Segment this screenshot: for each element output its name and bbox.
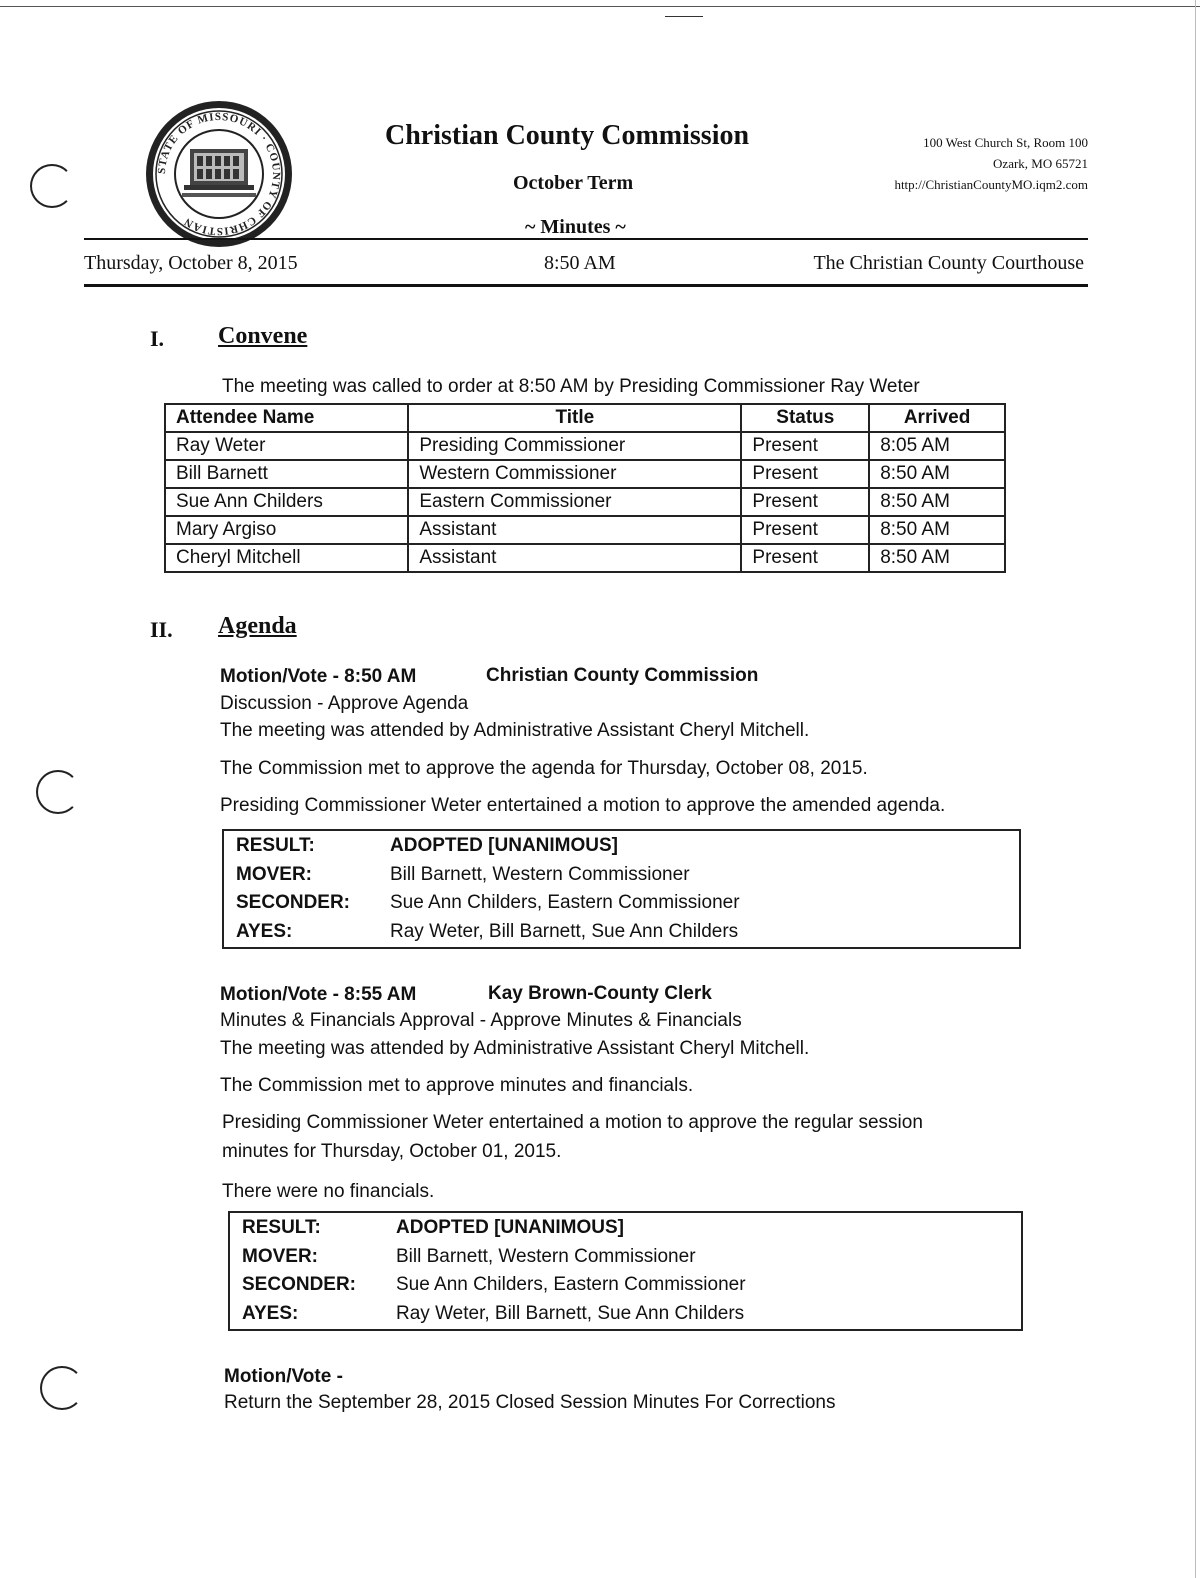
vote-ayes-row: [224, 917, 1019, 946]
vote-result-row: [224, 831, 1019, 860]
vote-ayes: Ray Weter, Bill Barnett, Sue Ann Childers: [396, 1302, 745, 1324]
attendee-arrived: 8:50 AM: [869, 460, 1005, 488]
vote-label: RESULT:: [242, 1217, 321, 1238]
attendee-arrived: 8:50 AM: [869, 516, 1005, 544]
item-heading: Motion/Vote - 8:55 AM: [220, 984, 417, 1005]
table-row: [165, 488, 1005, 516]
section-number-convene: I.: [150, 326, 165, 351]
vote-result: ADOPTED [UNANIMOUS]: [396, 1217, 624, 1238]
item-line: The Commission met to approve minutes and financials.: [220, 1075, 694, 1096]
item-subheading: Discussion - Approve Agenda: [220, 693, 469, 714]
attendee-arrived: 8:05 AM: [869, 432, 1005, 460]
item-presenter: Christian County Commission: [486, 665, 759, 686]
item-line: Return the September 28, 2015 Closed Session Minutes For Corrections: [224, 1392, 836, 1413]
vote-label: RESULT:: [236, 835, 315, 856]
svg-text:STATE OF MISSOURI · COUNTY OF: STATE OF MISSOURI · COUNTY OF CHRISTIAN: [155, 110, 283, 238]
table-row: [165, 516, 1005, 544]
vote-label: SECONDER:: [242, 1274, 357, 1295]
website-link: http://ChristianCountyMO.iqm2.com: [894, 177, 1088, 192]
attendee-name: Sue Ann Childers: [165, 488, 408, 516]
vote-label: SECONDER:: [236, 892, 351, 913]
column-header: Status: [741, 404, 869, 432]
convene-intro: The meeting was called to order at 8:50 AM by Presiding Commissioner Ray Weter: [222, 376, 920, 397]
attendee-title: Assistant: [408, 516, 741, 544]
vote-mover-row: [230, 1242, 1021, 1271]
vote-mover-row: [224, 860, 1019, 889]
attendee-status: Present: [741, 488, 869, 516]
item-subheading: Minutes & Financials Approval - Approve Minutes & Financials: [220, 1010, 742, 1031]
table-row: [165, 460, 1005, 488]
vote-ayes: Ray Weter, Bill Barnett, Sue Ann Childers: [390, 920, 739, 942]
attendee-name: Mary Argiso: [165, 516, 408, 544]
item-line: Presiding Commissioner Weter entertained a motion to approve the amended agenda.: [220, 795, 946, 816]
header-rule-bottom: [84, 284, 1088, 287]
minutes-heading: ~ Minutes ~: [525, 216, 626, 238]
column-header: Attendee Name: [165, 404, 408, 432]
attendee-arrived: 8:50 AM: [869, 544, 1005, 572]
vote-result: ADOPTED [UNANIMOUS]: [390, 835, 618, 856]
vote-result-row: [230, 1213, 1021, 1242]
item-line: There were no financials.: [222, 1181, 435, 1202]
header-rule-top: [84, 238, 1088, 240]
vote-box: [222, 829, 1021, 949]
item-line: The meeting was attended by Administrative Assistant Cheryl Mitchell.: [220, 720, 810, 741]
vote-mover: Bill Barnett, Western Commissioner: [390, 863, 690, 885]
scan-mark: [665, 16, 703, 17]
attendee-title: Western Commissioner: [408, 460, 741, 488]
meeting-date: Thursday, October 8, 2015: [84, 252, 298, 274]
item-presenter: Kay Brown-County Clerk: [488, 983, 712, 1004]
attendee-title: Presiding Commissioner: [408, 432, 741, 460]
county-seal-icon: [144, 99, 294, 249]
meeting-time: 8:50 AM: [544, 252, 616, 274]
attendee-table: [164, 403, 1006, 573]
table-row: [165, 544, 1005, 572]
vote-seconder: Sue Ann Childers, Eastern Commissioner: [396, 1274, 746, 1295]
column-header: Title: [408, 404, 741, 432]
attendee-name: Bill Barnett: [165, 460, 408, 488]
attendee-name: Ray Weter: [165, 432, 408, 460]
section-title-agenda: Agenda: [218, 613, 297, 639]
item-line: The Commission met to approve the agenda for Thursday, October 08, 2015.: [220, 758, 868, 779]
vote-seconder-row: [230, 1270, 1021, 1299]
punch-hole-bottom: [40, 1366, 84, 1410]
vote-seconder: Sue Ann Childers, Eastern Commissioner: [390, 892, 740, 913]
item-line: minutes for Thursday, October 01, 2015.: [222, 1141, 562, 1162]
vote-label: MOVER:: [236, 863, 312, 885]
table-row: [165, 432, 1005, 460]
column-header: Arrived: [869, 404, 1005, 432]
attendee-status: Present: [741, 544, 869, 572]
vote-seconder-row: [224, 888, 1019, 917]
attendee-title: Assistant: [408, 544, 741, 572]
address-line-2: Ozark, MO 65721: [993, 156, 1088, 171]
meeting-location: The Christian County Courthouse: [813, 252, 1084, 274]
vote-mover: Bill Barnett, Western Commissioner: [396, 1245, 696, 1267]
scan-edge-right: [1195, 0, 1196, 1578]
item-line: Presiding Commissioner Weter entertained a motion to approve the regular session: [222, 1112, 923, 1133]
meeting-meta: [84, 250, 1088, 282]
attendee-status: Present: [741, 516, 869, 544]
attendee-arrived: 8:50 AM: [869, 488, 1005, 516]
scan-edge: [0, 6, 1200, 7]
item-heading: Motion/Vote - 8:50 AM: [220, 666, 417, 687]
vote-ayes-row: [230, 1299, 1021, 1328]
vote-label: MOVER:: [242, 1245, 318, 1267]
attendee-title: Eastern Commissioner: [408, 488, 741, 516]
term-label: October Term: [513, 172, 634, 194]
attendee-status: Present: [741, 432, 869, 460]
attendee-status: Present: [741, 460, 869, 488]
vote-label: AYES:: [242, 1302, 299, 1324]
item-heading: Motion/Vote -: [224, 1366, 343, 1387]
address-block: [894, 132, 1088, 195]
section-number-agenda: II.: [150, 617, 173, 642]
punch-hole-middle: [36, 770, 80, 814]
punch-hole-top: [30, 164, 74, 208]
vote-label: AYES:: [236, 920, 293, 942]
item-line: The meeting was attended by Administrative Assistant Cheryl Mitchell.: [220, 1038, 810, 1059]
address-line-1: 100 West Church St, Room 100: [923, 135, 1088, 150]
table-header-row: [165, 404, 1005, 432]
org-title: Christian County Commission: [385, 120, 750, 151]
section-title-convene: Convene: [218, 323, 308, 349]
vote-box: [228, 1211, 1023, 1331]
attendee-name: Cheryl Mitchell: [165, 544, 408, 572]
